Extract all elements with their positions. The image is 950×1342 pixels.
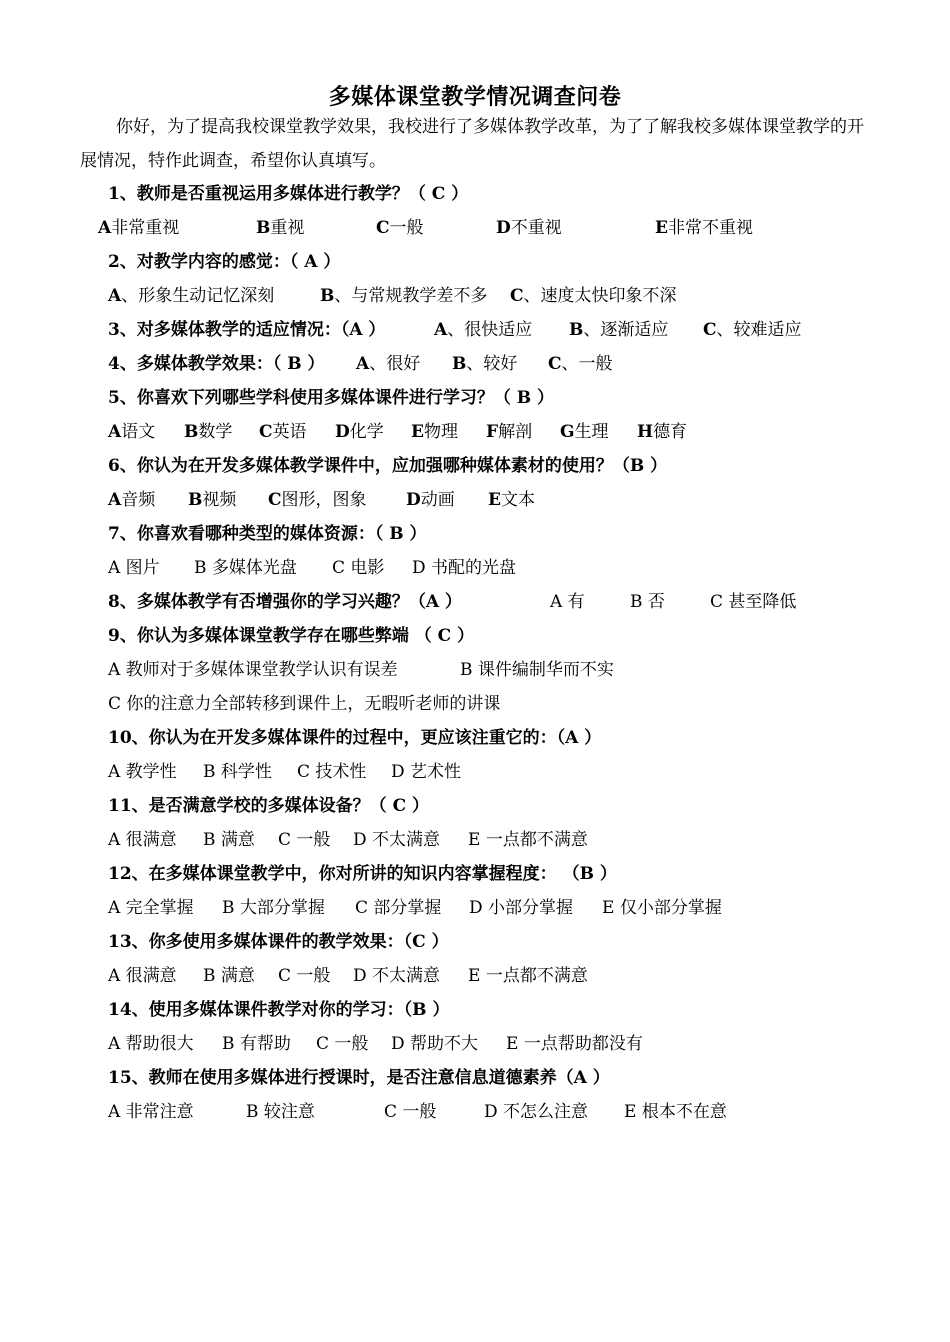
options-q13 [108, 964, 588, 988]
option: A 完全掌握 [108, 898, 194, 918]
option: H德育 [637, 422, 688, 442]
question-12: 12、在多媒体课堂教学中，你对所讲的知识内容掌握程度： （B ） [108, 864, 617, 884]
option: A 非常注意 [108, 1102, 194, 1122]
option: C 甚至降低 [710, 592, 797, 612]
question-7: 7、你喜欢看哪种类型的媒体资源：（ B ） [108, 524, 427, 544]
option: C、一般 [548, 354, 613, 374]
question-3-row [108, 318, 802, 342]
question-14: 14、使用多媒体课件教学对你的学习：（B ） [108, 1000, 450, 1020]
option: E 一点都不满意 [468, 966, 588, 986]
question-13: 13、你多使用多媒体课件的教学效果：（C ） [108, 932, 449, 952]
option: B重视 [256, 218, 305, 238]
option: A非常重视 [98, 218, 180, 238]
option: B数学 [184, 422, 233, 442]
options-q11 [108, 828, 588, 852]
option: F解剖 [486, 422, 533, 442]
question-1: 1、教师是否重视运用多媒体进行教学？（ C ） [108, 184, 469, 204]
option: A 很满意 [108, 830, 177, 850]
question-15: 15、教师在使用多媒体进行授课时，是否注意信息道德素养（A ） [108, 1068, 610, 1088]
options-q2 [108, 284, 677, 308]
option: C 电影 [332, 558, 385, 578]
question-8: 8、多媒体教学有否增强你的学习兴趣？（A ） [108, 592, 462, 612]
option: A 帮助很大 [108, 1034, 194, 1054]
option: G生理 [560, 422, 609, 442]
options-q15 [108, 1100, 727, 1124]
option: D 帮助不大 [391, 1034, 479, 1054]
option: B 满意 [203, 966, 255, 986]
option: C 部分掌握 [355, 898, 442, 918]
options-q6 [108, 488, 535, 512]
option: B 课件编制华而不实 [460, 660, 614, 680]
option: C 一般 [316, 1034, 369, 1054]
option: E 仅小部分掌握 [602, 898, 722, 918]
option: C 一般 [278, 966, 331, 986]
question-9: 9、你认为多媒体课堂教学存在哪些弊端 （ C ） [108, 626, 475, 646]
option: D 书配的光盘 [412, 558, 517, 578]
option: D 艺术性 [391, 762, 462, 782]
option: A 有 [550, 592, 585, 612]
option: D不重视 [496, 218, 562, 238]
option: A音频 [108, 490, 156, 510]
option: D 小部分掌握 [469, 898, 574, 918]
option: E 一点都不满意 [468, 830, 588, 850]
options-q9 [108, 658, 614, 682]
option: A 很满意 [108, 966, 177, 986]
option: E 一点帮助都没有 [506, 1034, 643, 1054]
option: E非常不重视 [655, 218, 753, 238]
option: B、较好 [452, 354, 518, 374]
option: C一般 [376, 218, 424, 238]
option: E 根本不在意 [624, 1102, 727, 1122]
options-q1 [98, 216, 753, 240]
options-q7 [108, 556, 516, 580]
option: B、与常规教学差不多 [320, 286, 488, 306]
option: A语文 [108, 422, 156, 442]
option: D 不太满意 [353, 966, 441, 986]
question-8-row [108, 590, 796, 614]
option: A、很好 [356, 354, 421, 374]
option: C 一般 [278, 830, 331, 850]
option: A 图片 [108, 558, 160, 578]
options-q14 [108, 1032, 643, 1056]
option: B 多媒体光盘 [194, 558, 297, 578]
question-11: 11、是否满意学校的多媒体设备？（ C ） [108, 796, 430, 816]
option: A 教师对于多媒体课堂教学认识有误差 [108, 660, 398, 680]
option: C英语 [259, 422, 307, 442]
option: B 较注意 [246, 1102, 315, 1122]
option: C、速度太快印象不深 [510, 286, 677, 306]
option: B 否 [630, 592, 665, 612]
options-q5 [108, 420, 687, 444]
option: A、形象生动记忆深刻 [108, 286, 275, 306]
option: C图形，图象 [268, 490, 367, 510]
page-title: 多媒体课堂教学情况调查问卷 [328, 84, 622, 110]
option: B视频 [188, 490, 237, 510]
option: A、很快适应 [434, 320, 533, 340]
question-5: 5、你喜欢下列哪些学科使用多媒体课件进行学习？（ B ） [108, 388, 555, 408]
options-q10 [108, 760, 461, 784]
option: C 一般 [384, 1102, 437, 1122]
option: B 满意 [203, 830, 255, 850]
option: B 科学性 [203, 762, 272, 782]
option: B 有帮助 [222, 1034, 291, 1054]
options-q12 [108, 896, 722, 920]
option: A 教学性 [108, 762, 177, 782]
option: C、较难适应 [703, 320, 802, 340]
question-10: 10、你认为在开发多媒体课件的过程中，更应该注重它的：（A ） [108, 728, 602, 748]
option: E文本 [488, 490, 535, 510]
option: D动画 [406, 490, 455, 510]
option: B、逐渐适应 [569, 320, 669, 340]
question-3: 3、对多媒体教学的适应情况：（A ） [108, 320, 386, 340]
options-q9-line2: C 你的注意力全部转移到课件上，无暇听老师的讲课 [108, 694, 501, 714]
question-2: 2、对教学内容的感觉：（ A ） [108, 252, 341, 272]
option: E物理 [411, 422, 458, 442]
intro-paragraph: 你好，为了提高我校课堂教学效果，我校进行了多媒体教学改革，为了了解我校多媒体课堂教学的开展情况，特作此调查，希望你认真填写。 [80, 117, 864, 171]
question-4: 4、多媒体教学效果：（ B ） [108, 354, 325, 374]
option: D 不怎么注意 [484, 1102, 589, 1122]
option: D 不太满意 [353, 830, 441, 850]
question-4-row [108, 352, 613, 376]
question-6: 6、你认为在开发多媒体教学课件中，应加强哪种媒体素材的使用？（B ） [108, 456, 668, 476]
option: B 大部分掌握 [222, 898, 325, 918]
option: C 技术性 [297, 762, 367, 782]
option: D化学 [335, 422, 384, 442]
